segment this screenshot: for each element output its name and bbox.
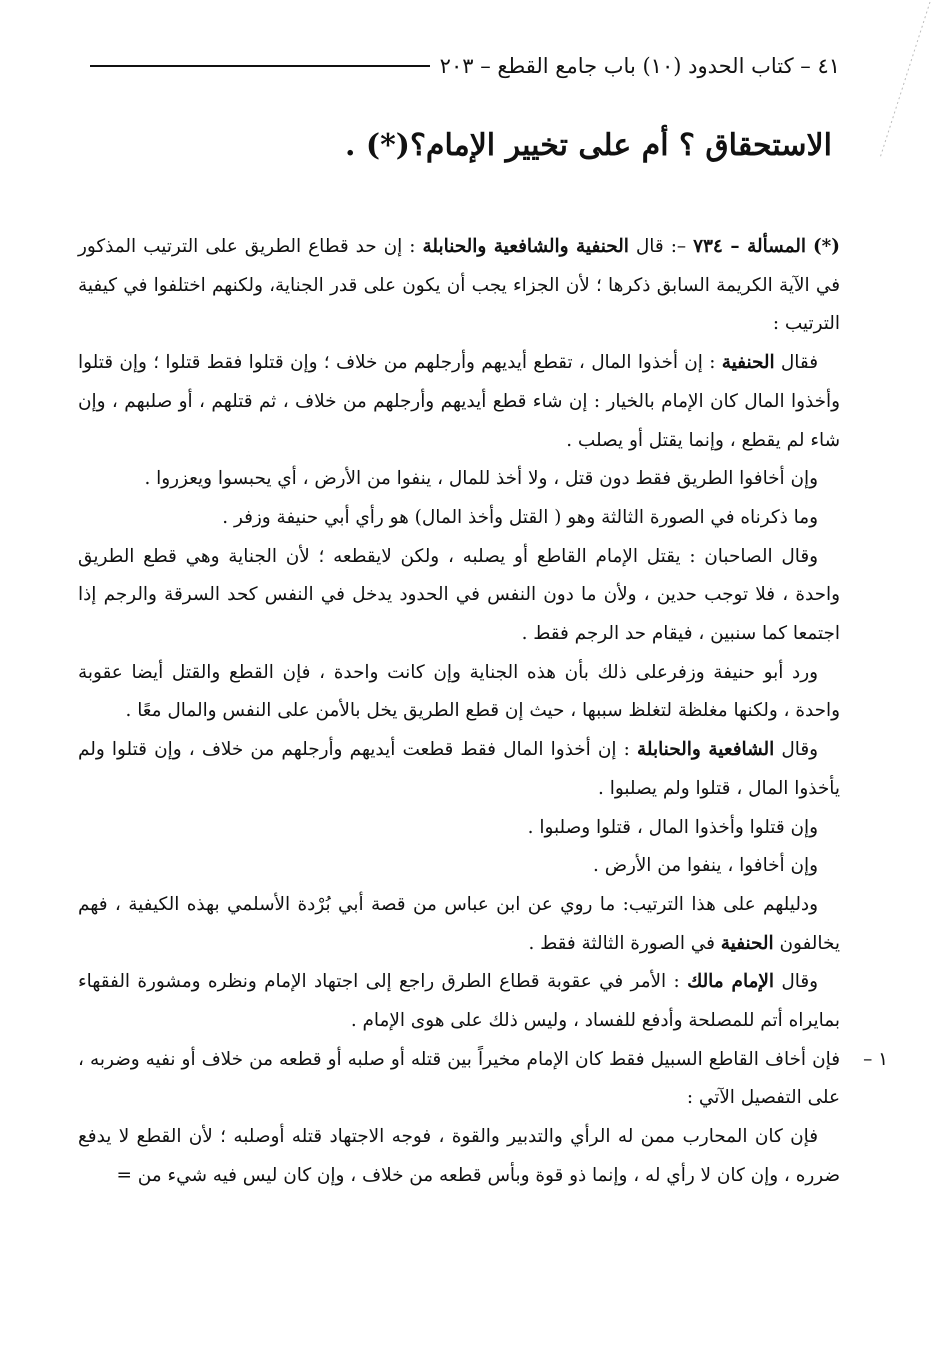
paragraph-3: وإن أخافوا الطريق فقط دون قتل ، ولا أخذ للمال ، ينفوا من الأرض ، أي يحبسوا ويعزروا .: [144, 468, 818, 490]
paragraph-10: ودليلهم على هذا الترتيب: ما روي عن ابن عباس من قصة أبي بُرْدة الأسلمي بهذه الكيفية ، فهم يخالفون الحنفية في الصورة الثالثة فقط .: [78, 893, 840, 954]
school-name: الإمام مالك: [687, 971, 774, 993]
running-header: [80, 48, 840, 84]
school-name: الحنفية: [721, 352, 775, 374]
section-heading: الاستحقاق ؟ أم على تخيير الإمام؟(*) .: [345, 128, 832, 163]
header-rule: [90, 65, 430, 67]
paragraph-4: وما ذكرناه في الصورة الثالثة وهو ( القتل وأخذ المال) هو رأي أبي حنيفة وزفر .: [222, 506, 818, 528]
numbered-item-1: ١ – فإن أخاف القاطع السبيل فقط كان الإمام مخيراً بين قتله أو صلبه أو قطعه من خلاف أو نفيه وضربه ، على التفصيل الآتي :: [78, 1041, 840, 1118]
school-name: الشافعية والحنابلة: [637, 739, 775, 761]
paragraph-7: وقال الشافعية والحنابلة : إن أخذوا المال فقط قطعت أيديهم وأرجلهم من خلاف ، وإن قتلوا ولم يأخذوا المال ، قتلوا ولم يصلبوا .: [78, 739, 840, 799]
footnote-mark: (*): [812, 236, 840, 257]
paragraph-9: وإن أخافوا ، ينفوا من الأرض .: [593, 855, 818, 877]
issue-label: المسألة – ٧٣٤: [693, 236, 806, 257]
header-title: ٤١ – كتاب الحدود (١٠) باب جامع القطع – ٢٠٣: [439, 54, 840, 78]
footnote-body: [78, 228, 888, 1196]
school-name: الحنفية: [720, 932, 774, 954]
paragraph-8: وإن قتلوا وأخذوا المال ، قتلوا وصلبوا .: [527, 816, 818, 838]
paragraph-5: وقال الصاحبان : يقتل الإمام القاطع أو يصلبه ، ولكن لايقطعه ؛ لأن الجناية وهي قطع الطريق واحدة ، فلا توجب حدين ، ولأن ما دون النفس في الحدود يدخل في النفس كحد السرقة والرجم إذا اجتمعا كما سنبين ، فيقام حد الرجم فقط .: [78, 545, 840, 645]
paragraph-11: وقال الإمام مالك : الأمر في عقوبة قطاع الطرق راجع إلى اجتهاد الإمام ونظره ومشورة الفقهاء بمايراه أتم للمصلحة وأدفع للفساد ، وليس ذلك على هوى الإمام .: [78, 971, 840, 1032]
paragraph-2: فقال الحنفية : إن أخذوا المال ، تقطع أيديهم وأرجلهم من خلاف ؛ وإن قتلوا فقط قتلوا ؛ وإن قتلوا وأخذوا المال كان الإمام بالخيار : إن شاء قطع أيديهم وأرجلهم من خلاف ، ثم قتلهم ، أو صلبهم ، وإن شاء لم يقطع ، وإنما يقتل أو يصلب .: [78, 352, 840, 451]
schools-name: الحنفية والشافعية والحنابلة: [422, 236, 629, 257]
item-number: ١ –: [863, 1048, 888, 1070]
paragraph-1: (*) المسألة – ٧٣٤ –: قال الحنفية والشافعية والحنابلة : إن حد قطاع الطريق على الترتيب المذكور في الآية الكريمة السابق ذكرها ؛ لأن الجزاء يجب أن يكون على قدر الجناية، ولكنهم اختلفوا في كيفية الترتيب :: [78, 236, 840, 335]
paragraph-6: ورد أبو حنيفة وزفرعلى ذلك بأن هذه الجناية وإن كانت واحدة ، فإن القطع والقتل أيضا عقوبة واحدة ، ولكنها مغلظة لتغلظ سببها ، حيث إن قطع الطريق يخل بالأمن على النفس والمال معًا .: [78, 661, 840, 722]
paragraph-13: فإن كان المحارب ممن له الرأي والتدبير والقوة ، فوجه الاجتهاد قتله أوصلبه ؛ لأن القطع لا يدفع ضرره ، وإن كان لا رأي له ، وإنما ذو قوة وبأس قطعه من خلاف ، وإن كان ليس فيه شيء من =: [78, 1126, 840, 1186]
